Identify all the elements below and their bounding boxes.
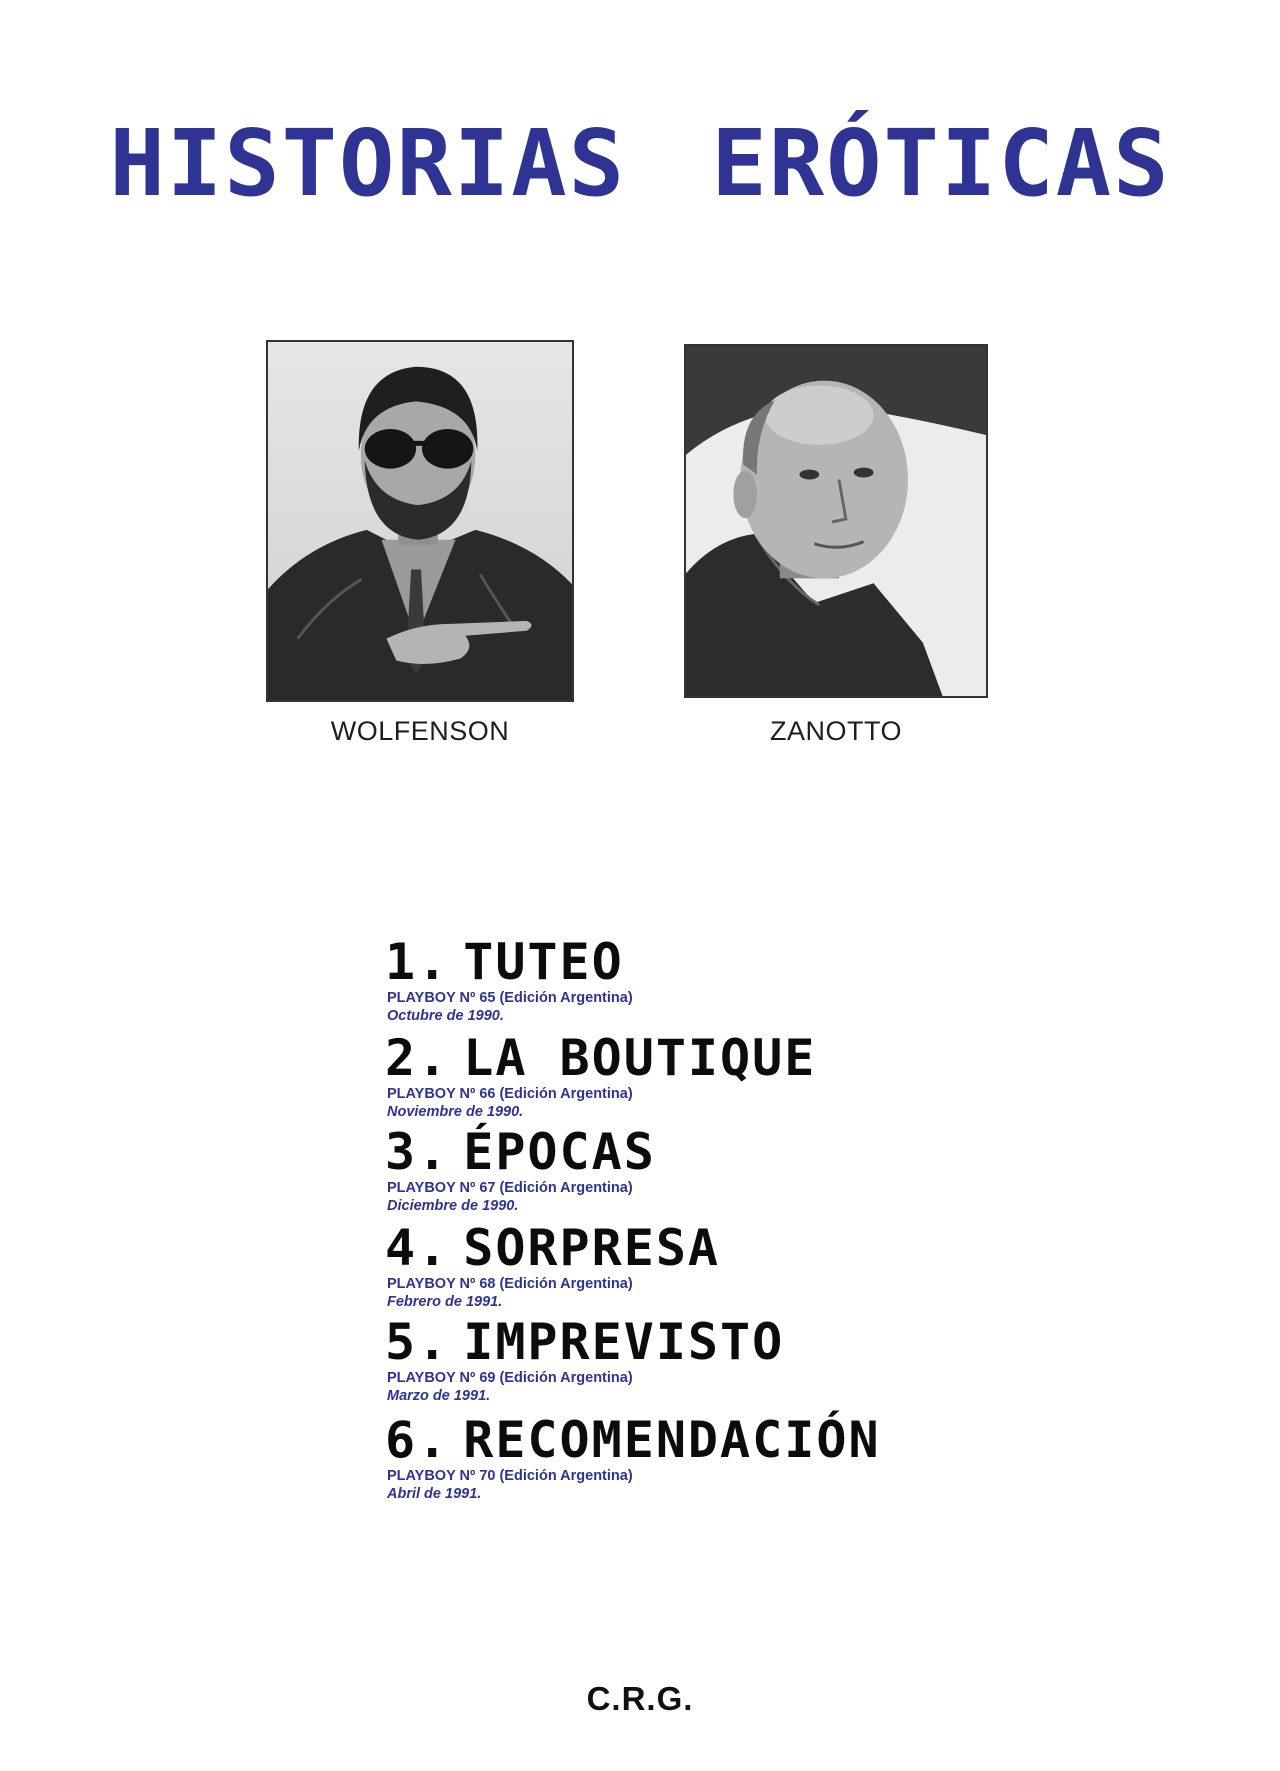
story-number: 5. <box>385 1313 450 1371</box>
page-title: HISTORIAS ERÓTICAS <box>109 110 1171 217</box>
story-number: 4. <box>385 1219 450 1277</box>
story-date: Diciembre de 1990. <box>387 1198 519 1214</box>
story-item <box>385 935 633 1025</box>
story-title-text: IMPREVISTO <box>463 1313 785 1371</box>
story-title <box>385 1315 784 1369</box>
zanotto-caption: ZANOTTO <box>769 716 902 746</box>
story-date: Noviembre de 1990. <box>387 1104 524 1120</box>
story-number: 2. <box>385 1029 450 1087</box>
story-title <box>385 935 633 989</box>
story-date: Marzo de 1991. <box>387 1388 491 1404</box>
wolfenson-caption: WOLFENSON <box>330 716 510 746</box>
story-source: PLAYBOY Nº 65 (Edición Argentina) <box>387 990 633 1006</box>
story-number: 6. <box>385 1411 450 1469</box>
story-title-text: TUTEO <box>463 933 624 991</box>
story-source: PLAYBOY Nº 70 (Edición Argentina) <box>387 1468 633 1484</box>
story-source: PLAYBOY Nº 68 (Edición Argentina) <box>387 1276 633 1292</box>
story-item <box>385 1031 816 1121</box>
story-source: PLAYBOY Nº 69 (Edición Argentina) <box>387 1370 633 1386</box>
story-item <box>385 1221 720 1311</box>
story-number: 1. <box>385 933 450 991</box>
story-title <box>385 1413 881 1467</box>
story-number: 3. <box>385 1123 450 1181</box>
story-title-text: ÉPOCAS <box>463 1123 656 1181</box>
story-item <box>385 1125 656 1215</box>
zanotto-portrait <box>684 344 988 698</box>
story-title <box>385 1031 816 1085</box>
story-item <box>385 1413 881 1503</box>
footer-initials: C.R.G. <box>586 1680 694 1717</box>
story-title <box>385 1221 720 1275</box>
story-date: Abril de 1991. <box>387 1486 482 1502</box>
story-date: Octubre de 1990. <box>387 1008 504 1024</box>
story-title-text: SORPRESA <box>463 1219 721 1277</box>
story-source: PLAYBOY Nº 66 (Edición Argentina) <box>387 1086 633 1102</box>
story-source: PLAYBOY Nº 67 (Edición Argentina) <box>387 1180 633 1196</box>
story-date: Febrero de 1991. <box>387 1294 503 1310</box>
story-title-text: LA BOUTIQUE <box>463 1029 817 1087</box>
story-item <box>385 1315 784 1405</box>
wolfenson-portrait <box>266 340 574 702</box>
story-title <box>385 1125 656 1179</box>
story-title-text: RECOMENDACIÓN <box>463 1411 881 1469</box>
